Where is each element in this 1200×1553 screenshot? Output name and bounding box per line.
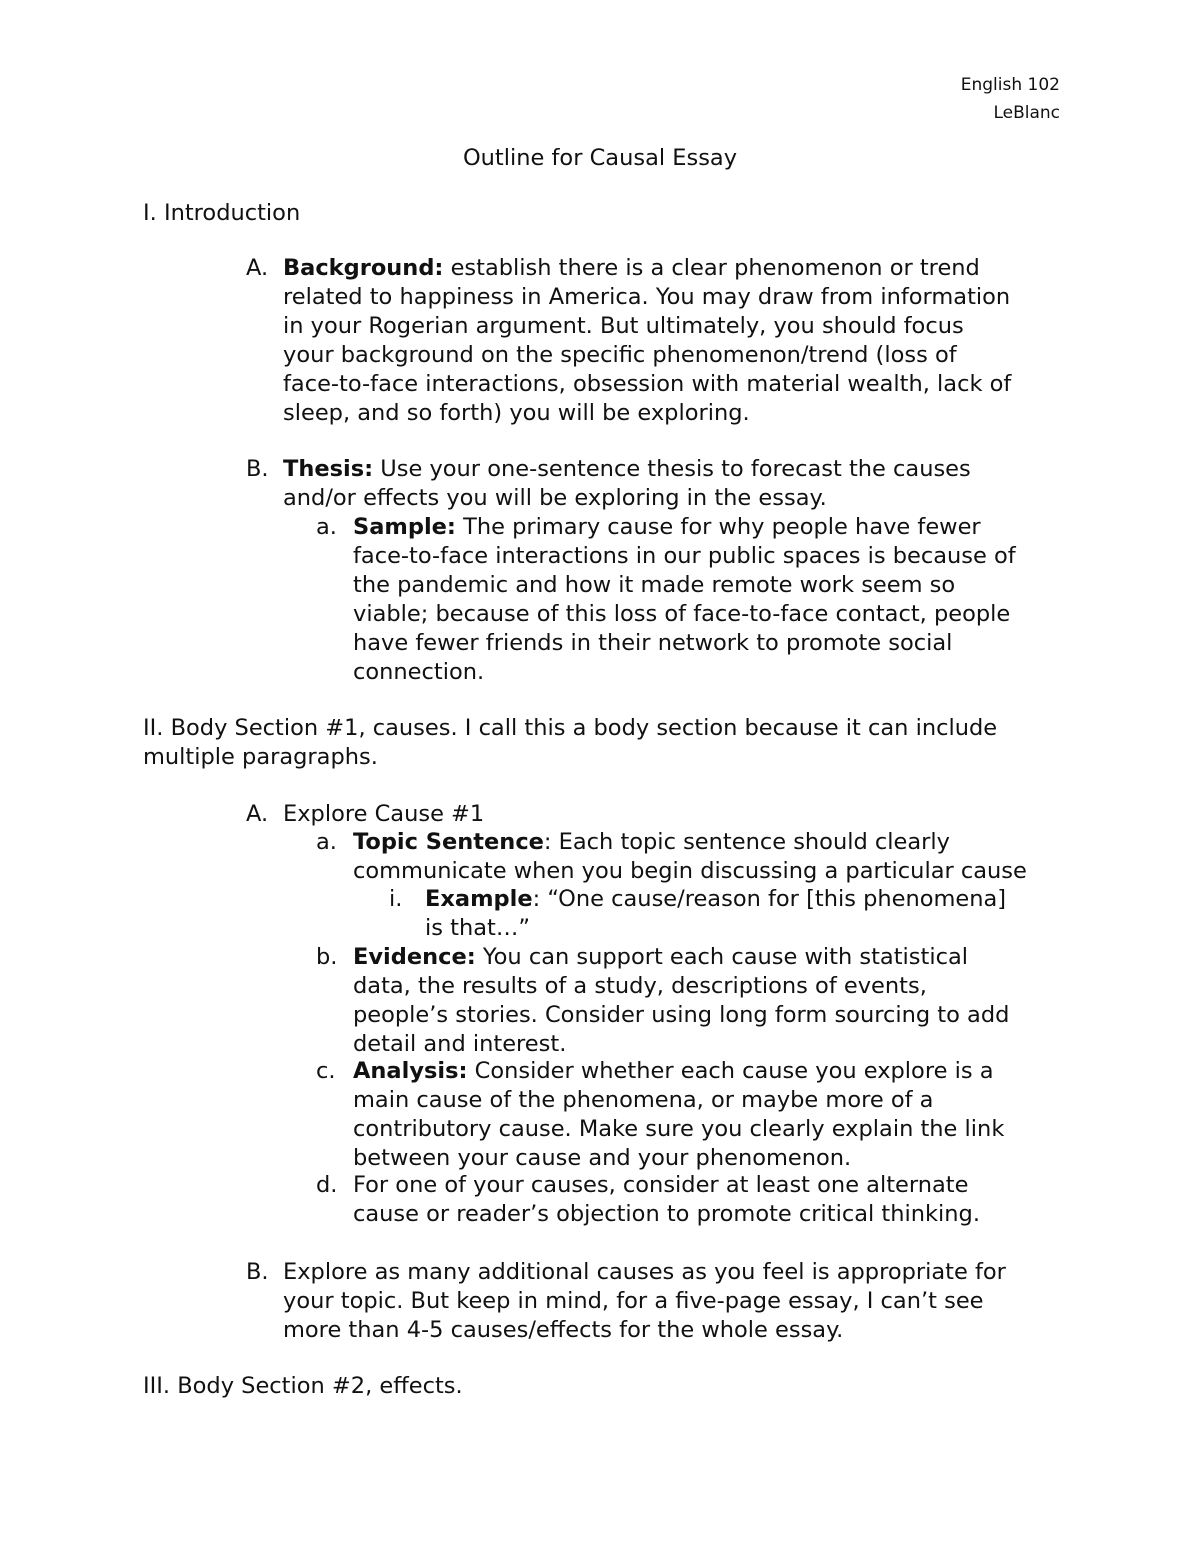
item-marker: a. (316, 829, 337, 855)
item-line: Consider whether each cause you explore is a (467, 1058, 994, 1084)
item-line: your background on the specific phenomenon/trend (loss of (283, 342, 957, 368)
item-heading: Example (425, 886, 533, 912)
item-heading: Sample: (353, 514, 456, 540)
item-line: viable; because of this loss of face-to-face contact, people (353, 601, 1011, 627)
section-3-label: Body Section #2, effects. (177, 1373, 463, 1399)
outline-item-explore-cause (246, 800, 485, 829)
item-line: in your Rogerian argument. But ultimately, you should focus (283, 313, 964, 339)
outline-item-background (246, 254, 1012, 428)
section-1-marker: I. (143, 200, 157, 226)
section-3-marker: III. (143, 1373, 171, 1399)
item-line: face-to-face interactions in our public spaces is because of (353, 543, 1016, 569)
item-line: between your cause and your phenomenon. (353, 1145, 852, 1171)
item-line: people’s stories. Consider using long form sourcing to add (353, 1002, 1010, 1028)
item-marker: d. (316, 1172, 338, 1198)
item-line: contributory cause. Make sure you clearly explain the link (353, 1116, 1005, 1142)
outline-item-topic-sentence (316, 828, 1027, 886)
outline-item-sample (316, 513, 1016, 687)
item-line: data, the results of a study, descriptions of events, (353, 973, 927, 999)
item-line: connection. (353, 659, 485, 685)
item-line: and/or effects you will be exploring in the essay. (283, 485, 827, 511)
outline-item-analysis (316, 1057, 1005, 1173)
item-line: sleep, and so forth) you will be exploring. (283, 400, 750, 426)
item-line: communicate when you begin discussing a particular cause (353, 858, 1027, 884)
item-line: your topic. But keep in mind, for a five-page essay, I can’t see (283, 1288, 984, 1314)
section-1-heading (143, 199, 300, 228)
item-line: face-to-face interactions, obsession with material wealth, lack of (283, 371, 1012, 397)
item-line: You can support each cause with statistical (475, 944, 968, 970)
item-heading: Evidence: (353, 944, 476, 970)
item-line: have fewer friends in their network to promote social (353, 630, 953, 656)
item-line: multiple paragraphs. (143, 744, 378, 770)
outline-item-thesis (246, 455, 971, 513)
item-line: For one of your causes, consider at least one alternate (353, 1172, 969, 1198)
item-marker: b. (316, 944, 338, 970)
item-heading: Analysis: (353, 1058, 468, 1084)
instructor-name: LeBlanc (993, 103, 1060, 123)
section-3-heading (143, 1372, 463, 1401)
item-line: is that…” (425, 915, 530, 941)
outline-item-evidence (316, 943, 1010, 1059)
item-line: the pandemic and how it made remote work seem so (353, 572, 956, 598)
outline-item-additional-causes (246, 1258, 1006, 1345)
item-marker: A. (246, 255, 269, 281)
item-line: main cause of the phenomena, or maybe more of a (353, 1087, 934, 1113)
item-line: Explore as many additional causes as you feel is appropriate for (283, 1259, 1006, 1285)
item-marker: a. (316, 514, 337, 540)
section-2-marker: II. (143, 715, 164, 741)
section-2-heading (143, 714, 997, 772)
item-label: Explore Cause #1 (283, 801, 485, 827)
item-line: related to happiness in America. You may draw from information (283, 284, 1011, 310)
item-line: detail and interest. (353, 1031, 567, 1057)
item-line: Use your one-sentence thesis to forecast the causes (373, 456, 971, 482)
item-line: more than 4-5 causes/effects for the whole essay. (283, 1317, 844, 1343)
outline-item-example (389, 885, 1007, 943)
item-line: : Each topic sentence should clearly (543, 829, 950, 855)
item-marker: B. (246, 456, 269, 482)
item-marker: B. (246, 1259, 269, 1285)
item-heading: Topic Sentence (353, 829, 544, 855)
item-heading: Thesis: (283, 456, 374, 482)
course-name: English 102 (960, 75, 1060, 95)
section-1-label: Introduction (163, 200, 301, 226)
item-line: establish there is a clear phenomenon or trend (443, 255, 980, 281)
item-heading: Background: (283, 255, 444, 281)
item-marker: c. (316, 1058, 336, 1084)
item-line: Body Section #1, causes. I call this a body section because it can include (170, 715, 998, 741)
page-title: Outline for Causal Essay (462, 145, 738, 171)
outline-item-alternate-cause (316, 1171, 980, 1229)
item-line: cause or reader’s objection to promote critical thinking. (353, 1201, 980, 1227)
item-line: The primary cause for why people have fewer (455, 514, 981, 540)
item-line: : “One cause/reason for [this phenomena] (532, 886, 1007, 912)
item-marker: i. (389, 886, 403, 912)
item-marker: A. (246, 801, 269, 827)
